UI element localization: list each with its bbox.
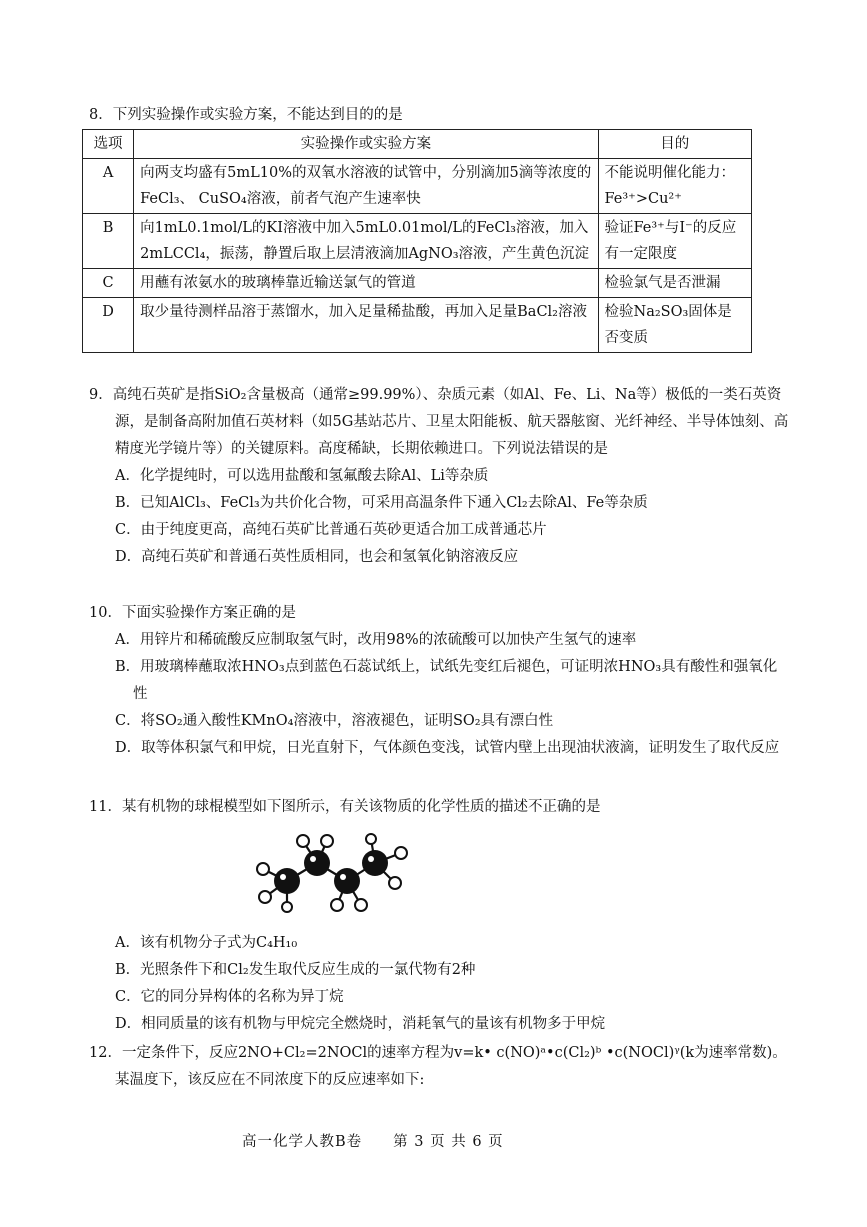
q10: [89, 600, 789, 762]
row-operation: 用蘸有浓氨水的玻璃棒靠近输送氯气的管道: [134, 269, 598, 298]
q9-stem: 9．高纯石英矿是指SiO₂含量极高（通常≥99.99%）、杂质元素（如Al、Fe、Li、Na等）极低的一类石英资源，是制备高附加值石英材料（如5G基站芯片、卫星太阳能板、航天器舷窗、光纤神经、半导体蚀刻、高精度光学镜片等）的关键原料。高度稀缺，长期依赖进口。下列说法错误的是: [89, 387, 789, 457]
row-operation: 取少量待测样品溶于蒸馏水，加入足量稀盐酸，再加入足量BaCl₂溶液: [134, 298, 598, 353]
q9: [89, 382, 789, 571]
row-operation: 向两支均盛有5mL10%的双氧水溶液的试管中，分别滴加5滴等浓度的FeCl₃、 CuSO₄溶液，前者气泡产生速率快: [134, 159, 598, 214]
row-goal: 检验氯气是否泄漏: [598, 269, 751, 298]
q9-option-d: D．高纯石英矿和普通石英性质相同，也会和氢氧化钠溶液反应: [115, 549, 519, 565]
q8-stem: 8．下列实验操作或实验方案，不能达到目的的是: [89, 107, 403, 123]
table-row: [83, 269, 752, 298]
q9-option-a: A．化学提纯时，可以选用盐酸和氢氟酸去除Al、Li等杂质: [115, 468, 489, 484]
table-row: [83, 298, 752, 353]
q9-option-c: C．由于纯度更高，高纯石英矿比普通石英砂更适合加工成普通芯片: [115, 522, 547, 538]
row-goal: 检验Na₂SO₃固体是否变质: [598, 298, 751, 353]
q11-option-a: A．该有机物分子式为C₄H₁₀: [115, 935, 298, 951]
q10-option-a: A．用锌片和稀硫酸反应制取氢气时，改用98%的浓硫酸可以加快产生氢气的速率: [115, 632, 637, 648]
page-footer: 高一化学人教B卷 第 3 页 共 6 页: [242, 1134, 504, 1150]
q11-option-d: D．相同质量的该有机物与甲烷完全燃烧时，消耗氧气的量该有机物多于甲烷: [115, 1016, 606, 1032]
row-goal: 验证Fe³⁺与I⁻的反应有一定限度: [598, 214, 751, 269]
table-row: [83, 159, 752, 214]
row-option: D: [83, 298, 134, 353]
q10-stem: 10．下面实验操作方案正确的是: [89, 605, 296, 621]
row-option: A: [83, 159, 134, 214]
q9-option-b: B．已知AlCl₃、FeCl₃为共价化合物，可采用高温条件下通入Cl₂去除Al、Fe等杂质: [115, 495, 648, 511]
table-header-row: [83, 130, 752, 159]
row-option: B: [83, 214, 134, 269]
q11-stem-wrap: [89, 794, 789, 821]
q10-option-d: D．取等体积氯气和甲烷，日光直射下，气体颜色变浅，试管内壁上出现油状液滴，证明发生了取代反应: [115, 740, 780, 756]
row-operation: 向1mL0.1mol/L的KI溶液中加入5mL0.01mol/L的FeCl₃溶液，加入2mLCCl₄，振荡，静置后取上层清液滴加AgNO₃溶液，产生黄色沉淀: [134, 214, 598, 269]
q11-option-b: B．光照条件下和Cl₂发生取代反应生成的一氯代物有2种: [115, 962, 476, 978]
ball-and-stick-model: [245, 833, 420, 913]
q11-option-c: C．它的同分异构体的名称为异丁烷: [115, 989, 344, 1005]
q11-options: [89, 930, 789, 1038]
row-option: C: [83, 269, 134, 298]
header-operation: 实验操作或实验方案: [134, 130, 598, 159]
row-goal: 不能说明催化能力：Fe³⁺>Cu²⁺: [598, 159, 751, 214]
q11-stem: 11．某有机物的球棍模型如下图所示，有关该物质的化学性质的描述不正确的是: [89, 799, 601, 815]
header-option: 选项: [83, 130, 134, 159]
q12-stem: 12．一定条件下，反应2NO+Cl₂=2NOCl的速率方程为v=k• c(NO)ᵃ•c(Cl₂)ᵇ •c(NOCl)ᵞ(k为速率常数)。某温度下，该反应在不同浓度下的反应速率如下:: [89, 1045, 787, 1088]
q10-option-b: B．用玻璃棒蘸取浓HNO₃点到蓝色石蕊试纸上，试纸先变红后褪色，可证明浓HNO₃具有酸性和强氧化性: [115, 659, 778, 702]
header-goal: 目的: [598, 130, 751, 159]
q12: [89, 1040, 789, 1094]
q8-table: [82, 129, 752, 353]
table-row: [83, 214, 752, 269]
q10-option-c: C．将SO₂通入酸性KMnO₄溶液中，溶液褪色，证明SO₂具有漂白性: [115, 713, 554, 729]
